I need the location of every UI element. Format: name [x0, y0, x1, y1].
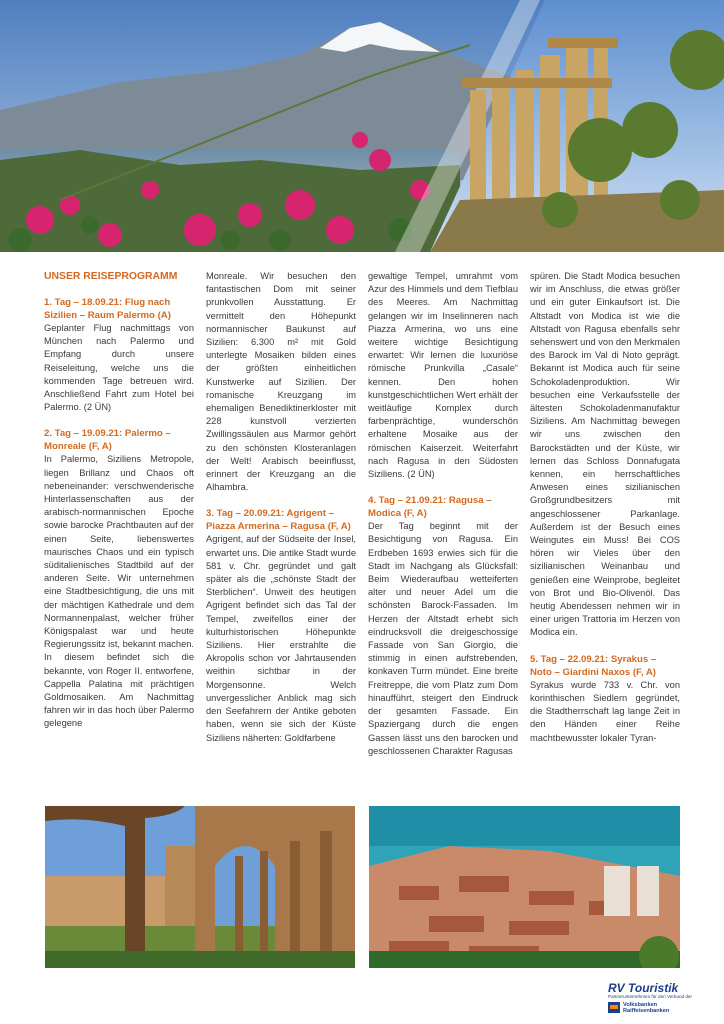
logo-line2: Raiffeisenbanken	[623, 1007, 670, 1014]
day5-title: 5. Tag – 22.09.21: Syrakus – Noto – Giardini Naxos (F, A)	[530, 653, 657, 678]
day3-title: 3. Tag – 20.09.21: Agrigent – Piazza Armerina – Ragusa (F, A)	[206, 508, 351, 533]
column-4	[530, 270, 680, 745]
day2-title: 2. Tag – 19.09.21: Palermo – Monreale (F, A)	[44, 428, 171, 453]
day1-title: 1. Tag – 18.09.21: Flug nach Sizilien – Raum Palermo (A)	[44, 297, 171, 321]
section-heading: UNSER REISEPROGRAMM	[44, 271, 178, 282]
logo-line1: Volksbanken	[623, 1001, 658, 1008]
cloister-photo	[45, 806, 355, 968]
logo-title: RV Touristik	[608, 981, 679, 995]
day3-text: Agrigent, auf der Südseite der Insel, erwartet uns. Die antike Stadt wurde 581 v. Chr. gegründet und galt später als die „schönste Stadt der Sterblichen“. Unweit des heutigen Agrigent befindet sich das Tal der Tempel, zweifellos einer der kulturhistorischen Höhepunkte Siziliens. Hier erstrahlte die Akropolis schon vor Jahrtausenden weithin sichtbar in der Morgensonne. Welch unvergesslicher Anblick mag sich den Seefahrern der Antike geboten haben, wenn sie sich der Küste Siziliens näherten: Goldfarbene	[206, 534, 356, 743]
hero-banner-image	[0, 0, 724, 252]
day4-title: 4. Tag – 21.09.21: Ragusa – Modica (F, A)	[368, 495, 492, 520]
day4-text-continued: spüren. Die Stadt Modica besuchen wir im Anschluss, die etwas größer und ein guter Einkaufsort ist. Die Altstadt von Modica ist wie die Altstadt von Ragusa ebenfalls sehr sehenswert und von den Merkmalen des Barock im Val di Noto geprägt. Bekannt ist Modica auch für seine Schokoladenproduktion. Wir besuchen eine Verkaufsstelle der ältesten Schokoladenmanufaktur Siziliens. Am Nachmittag bewegen wir uns zwischen den Barockstädten und der Küste, wir lernen das Schloss Donnafugata kennen, ein herrschaftliches Anwesen eines sizilianischen Großgrundbesitzers mit angeschlossener Parkanlage. Außerdem ist der Besuch eines Weingutes ein Muss! Bei COS hören wir Vieles über den sizilianischen Weinanbau und genießen eine Weinprobe, begleitet von Brot und Bio-Olivenöl. Das heutig Abendessen nehmen wir in einer urigen Trattoria im Herzen von Modica ein.	[530, 271, 680, 638]
volksbank-mark-icon	[608, 1002, 620, 1013]
day3-text-continued: gewaltige Tempel, umrahmt vom Azur des Himmels und dem Tiefblau des Meeres. Am Nachmittag gelangen wir im Inselinneren nach Piazza Armerina, wo uns eine weitere wichtige Besichtigung erwartet: Wir lernen die luxuriöse römische Prunkvilla „Casale“ kennen. Den hohen kunstgeschichtlichen Wert erhält der weitläufige Komplex durch farbenprächtige, wunderschön erhaltene Mosaike aus der römischen Kaiserzeit. Weiterfahrt nach Ragusa in den Südosten Siziliens. (2 ÜN)	[368, 271, 518, 480]
logo-subtitle: Partnerunternehmen für den Verbund der	[608, 994, 693, 999]
column-2	[206, 270, 356, 745]
cefalu-photo	[369, 806, 680, 968]
day4-text: Der Tag beginnt mit der Besichtigung von Ragusa. Ein Erdbeben 1693 erwies sich für die Stadt im Nachgang als Glücksfall: Beim Wiederaufbau wetteiferten alter und neuer Adel um die schönsten Barock-Fassaden. Im Herzen der Altstadt erhebt sich eindrucksvoll die dreigeschossige Fassade von San Giorgio, die stimmig in einen aufstrebenden, konkaven Turm mündet. Eine breite Freitreppe, die vom Platz zum Dom hinaufführt, steigert den Eindruck der gesamten Fassade. Ein Spaziergang durch die engen Gassen lässt uns den barocken und geschlossenen Charakter Ragusas	[368, 521, 518, 756]
column-1	[44, 270, 194, 731]
day1-text: Geplanter Flug nachmittags von München nach Palermo und Empfang durch unsere Reiseleitung, welche uns die kommenden Tage betreuen wird. Anschließend Fahrt zum Hotel bei Palermo. (2 ÜN)	[44, 323, 194, 413]
column-3	[368, 270, 518, 758]
logo-vb-group	[608, 1002, 700, 1014]
rv-touristik-logo	[608, 982, 700, 1014]
day2-text: In Palermo, Siziliens Metropole, liegen Brillanz und Chaos oft nebeneinander: verschwenderische Hinterlassenschaften aus der arabisch-normannischen Epoche sowie barocke Prachtbauten auf der einen Seite, liebenswertes maurisches Chaos und ein typisch süditalienisches Stadtbild auf der anderen Seite. Wir unternehmen eine Stadtbesichtigung, die uns mit der mächtigen Kathedrale und dem Normannenpalast, welcher früher Königspalast war und heute Regierungssitz ist, bekannt machen. In diesem befindet sich die bekannte, von Roger II. entworfene, Cappella Palatina mit prächtigen Goldmosaiken. Am Nachmittag fahren wir in das hoch über Palermo gelegene	[44, 454, 194, 729]
travel-program	[44, 270, 680, 796]
day2-text-continued: Monreale. Wir besuchen den fantastischen Dom mit seiner prunkvollen Ausstattung. Er vermittelt den Höhepunkt normannischer Baukunst auf Sizilien: 6.300 m² mit Gold unterlegte Mosaiken bilden eines der größten einheitlichen Kunstwerke auf Sizilien. Der romanische Kreuzgang im ehemaligen Benediktinerkloster mit 228 kunstvoll verzierten Zwillingssäulen aus Marmor gehört zu den schönsten Klosteranlagen der Welt! Arabisch beeinflusst, erinnert der Kreuzgang an die Alhambra.	[206, 271, 356, 493]
day5-text: Syrakus wurde 733 v. Chr. von korinthischen Siedlern gegründet, die Stadtherrschaft lag lange Zeit in den Händen einer Reihe machtbewusster lokaler Tyran-	[530, 679, 680, 743]
